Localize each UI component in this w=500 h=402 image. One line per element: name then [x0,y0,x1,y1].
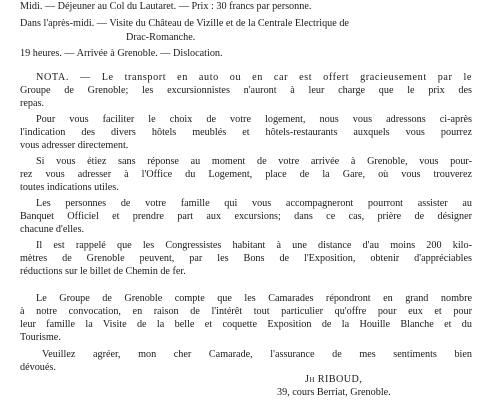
reduction-line-1: Il est rappelé que les Congressistes habitant à une distance d'au moins 200 kilo- [36,240,472,251]
office-line-1: Si vous étiez sans réponse au moment de votre arrivée à Grenoble, vous pour- [36,156,472,167]
closing-line-2: à notre convocation, en raison de l'intérêt tout particulier qu'offre pour eux et pour [20,306,472,317]
family-line-1: Les personnes de votre famille qui vous accompagneront pourront assister au [36,198,472,209]
signature-name: Jh RIBOUD, [305,374,363,385]
lodging-line-1: Pour vous faciliter le choix de votre logement, nous vous adressons ci-après [36,114,472,125]
closing-line-4: Tourisme. [20,332,61,343]
salutation-line-1: Veuillez agréer, mon cher Camarade, l'assurance de mes sentiments bien [42,349,472,360]
closing-line-1: Le Groupe de Grenoble compte que les Camarades répondront en grand nombre [36,293,472,304]
closing-line-3: leur famille la Visite de la belle et coquette Exposition de la Houille Blanche et du [20,319,472,330]
office-line-3: toutes indications utiles. [20,182,119,193]
program-line-drac: Drac-Romanche. [126,32,196,43]
reduction-line-2: mètres de Grenoble peuvent, par les Bons de l'Exposition, obtenir d'appréciables [20,253,472,264]
signature-address: 39, cours Berriat, Grenoble. [277,387,391,398]
note-line-3: repas. [20,98,45,109]
program-line-apres-midi: Dans l'après-midi. — Visite du Château de Vizille et de la Centrale Electrique de [20,18,349,29]
lodging-line-2: l'indication des divers hôtels meublés et hôtels-restaurants auxquels vous pourrez [20,127,472,138]
program-line-midi: Midi. — Déjeuner au Col du Lautaret. — Prix : 30 francs par personne. [20,1,312,12]
family-line-3: chacune d'elles. [20,224,85,235]
family-line-2: Banquet Officiel et prendre part aux excursions; dans ce cas, prière de désigner [20,211,472,222]
note-line-2: Groupe de Grenoble; les excursionnistes n'auront à leur charge que le prix des [20,85,472,96]
note-line-1: NOTA. — Le transport en auto ou en car est offert gracieusement par le [36,72,472,83]
reduction-line-3: réductions sur le billet de Chemin de fer. [20,266,186,277]
program-line-19h: 19 heures. — Arrivée à Grenoble. — Dislocation. [20,48,223,59]
office-line-2: rez vous adresser à l'Office du Logement, place de la Gare, où vous trouverez [20,169,472,180]
salutation-line-2: dévoués. [20,362,56,373]
lodging-line-3: vous adresser directement. [20,140,129,151]
